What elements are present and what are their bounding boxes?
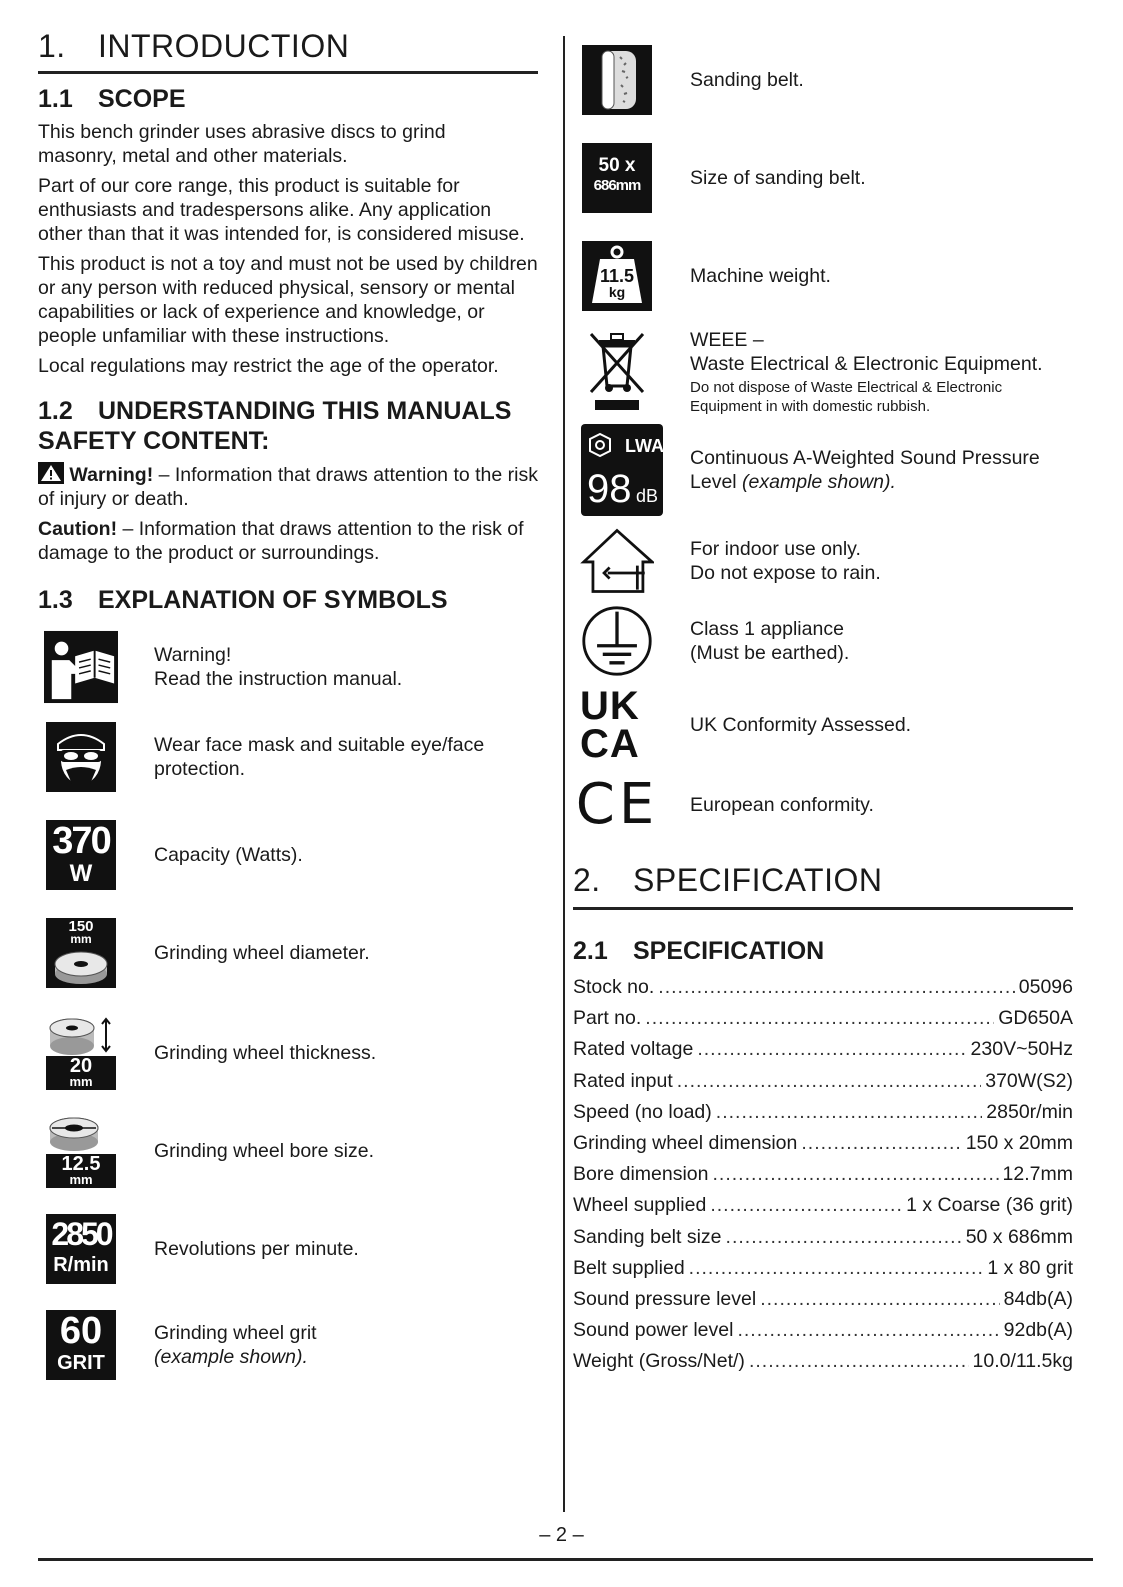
symbol-row-capacity [44, 818, 303, 892]
symbol-label-line: Size of sanding belt. [690, 167, 866, 189]
symbol-label-line: For indoor use only. [690, 538, 861, 560]
tile-unit: R/min [53, 1254, 109, 1276]
section-2-number: 2. [573, 862, 601, 898]
spec-leader [713, 1159, 999, 1190]
spec-table [573, 972, 1073, 1378]
tile-unit: GRIT [57, 1352, 105, 1374]
spec-value: 92db(A) [1003, 1319, 1073, 1342]
indoor-use-icon [580, 524, 654, 598]
symbol-label [690, 68, 804, 92]
spec-value: 12.7mm [1002, 1163, 1073, 1186]
tile-unit: kg [608, 284, 626, 300]
spec-label: Sanding belt size [573, 1225, 722, 1248]
spec-label: Weight (Gross/Net/) [573, 1350, 745, 1373]
symbols-number: 1.3 [38, 586, 73, 614]
section-2-heading [573, 862, 1073, 910]
symbol-row-grit [44, 1308, 317, 1382]
symbol-label-line: UK Conformity Assessed. [690, 714, 912, 736]
wheel-thickness-icon [44, 1016, 118, 1090]
symbol-row-wheel-thickness [44, 1016, 376, 1090]
spec-leader [726, 1222, 962, 1253]
tile-value: 50 x [598, 155, 636, 176]
belt-size-icon [580, 141, 654, 215]
symbol-row-wheel-diameter [44, 916, 370, 990]
tile-unit: mm [69, 1074, 93, 1089]
symbol-label-line: protection. [154, 758, 246, 780]
symbol-label-line: Waste Electrical & Electronic Equipment. [690, 353, 1043, 375]
spec-value: 370W(S2) [985, 1069, 1073, 1092]
symbol-row-weee [580, 328, 1043, 416]
spec-leader [760, 1284, 999, 1315]
symbol-label-line [690, 470, 1040, 494]
spec-row [573, 1190, 1073, 1221]
spec-row [573, 1222, 1073, 1253]
spec-value: 50 x 686mm [965, 1225, 1073, 1248]
symbol-row-wheel-bore [44, 1114, 374, 1188]
spec-leader [689, 1253, 984, 1284]
scope-number: 1.1 [38, 85, 73, 113]
spec-value: 84db(A) [1003, 1288, 1073, 1311]
page-number: – 2 – [539, 1524, 584, 1546]
symbol-label [690, 446, 1040, 494]
symbol-label-line: Revolutions per minute. [154, 1238, 359, 1260]
warning-text: – Information that draws attention to the risk of injury or death. [38, 464, 538, 510]
spec-row [573, 1315, 1073, 1346]
tile-unit: mm [69, 1172, 93, 1187]
sound-level-icon [580, 424, 664, 516]
symbol-label-line: European conformity. [690, 794, 874, 816]
warning-label: Warning! [69, 464, 154, 486]
symbol-label-line: WEEE – [690, 329, 764, 351]
spec-value: 1 x Coarse (36 grit) [906, 1194, 1073, 1217]
symbol-row-sound-level [580, 424, 1040, 516]
symbol-label-line: Warning! [154, 644, 232, 666]
symbol-label-line: (Must be earthed). [690, 642, 850, 664]
spec-row [573, 1284, 1073, 1315]
ce-icon [575, 772, 659, 838]
symbol-label-line: Grinding wheel diameter. [154, 942, 370, 964]
symbols-title: EXPLANATION OF SYMBOLS [98, 586, 448, 614]
symbol-row-sanding-belt [580, 43, 804, 117]
spec-row [573, 1346, 1073, 1377]
tile-label: LWA [625, 436, 664, 456]
symbol-row-ce [575, 772, 874, 838]
scope-paragraph: Local regulations may restrict the age of the operator. [38, 355, 499, 377]
tile-value: 2850 [51, 1216, 111, 1252]
symbol-label-text: Level [690, 471, 743, 493]
face-mask-icon [44, 720, 118, 794]
spec-label: Speed (no load) [573, 1100, 712, 1123]
tile-value: 98 [587, 467, 632, 511]
symbol-label-line: (example shown). [154, 1346, 308, 1368]
spec-label: Stock no. [573, 976, 655, 998]
symbol-label-line: Machine weight. [690, 265, 831, 287]
spec-value: GD650A [998, 1007, 1073, 1030]
caution-text: – Information that draws attention to the risk of damage to the product or surroundings. [38, 518, 524, 564]
understanding-title: UNDERSTANDING THIS MANUALS SAFETY CONTENT: [38, 397, 512, 455]
capacity-icon [44, 818, 118, 892]
weight-icon [580, 239, 654, 313]
spec-label: Wheel supplied [573, 1194, 707, 1217]
symbol-row-belt-size [580, 141, 866, 215]
spec-sub-title: SPECIFICATION [633, 937, 825, 965]
spec-row [573, 1159, 1073, 1190]
section-2-title: SPECIFICATION [633, 862, 883, 898]
spec-label: Rated voltage [573, 1038, 694, 1061]
spec-label: Rated input [573, 1069, 673, 1092]
spec-subheading [573, 936, 1073, 966]
caution-label: Caution! [38, 518, 118, 540]
spec-value: 1 x 80 grit [987, 1256, 1073, 1279]
symbol-label [154, 1321, 317, 1369]
symbol-row-weight [580, 239, 831, 313]
earth-icon [580, 604, 654, 678]
spec-leader [749, 1346, 969, 1377]
footer-rule [38, 1558, 1093, 1561]
symbol-row-face-mask [44, 720, 484, 794]
symbol-label-line: Do not expose to rain. [690, 562, 881, 584]
read-manual-icon [44, 630, 118, 704]
symbol-label [154, 1237, 359, 1261]
symbol-label [690, 713, 911, 737]
tile-value: 370 [52, 820, 110, 862]
tile-value: 12.5 [61, 1153, 101, 1175]
spec-leader [697, 1034, 966, 1065]
spec-label: Sound pressure level [573, 1288, 757, 1311]
symbol-label-line: Capacity (Watts). [154, 844, 303, 866]
spec-row [573, 972, 1073, 1003]
symbol-row-read-manual [44, 630, 402, 704]
spec-leader [710, 1190, 902, 1221]
tile-unit: dB [635, 486, 658, 506]
spec-label: Belt supplied [573, 1256, 685, 1279]
specification-section [573, 862, 1073, 1378]
section-1-title: INTRODUCTION [98, 28, 350, 64]
spec-leader [677, 1066, 981, 1097]
spec-value: 2850r/min [986, 1100, 1073, 1123]
symbol-label [690, 793, 874, 817]
column-divider [563, 36, 565, 1512]
sanding-belt-icon [580, 43, 654, 117]
wheel-bore-icon [44, 1114, 118, 1188]
symbol-label-line: Grinding wheel thickness. [154, 1042, 377, 1064]
spec-sub-number: 2.1 [573, 937, 608, 965]
scope-title: SCOPE [98, 85, 186, 113]
ukca-icon [580, 684, 654, 766]
spec-leader [716, 1097, 983, 1128]
symbol-label [154, 843, 303, 867]
spec-label: Bore dimension [573, 1163, 709, 1186]
spec-leader [658, 972, 1014, 1003]
symbol-label [690, 166, 866, 190]
tile-value: 60 [59, 1310, 103, 1352]
spec-leader [801, 1128, 961, 1159]
scope-paragraph: This bench grinder uses abrasive discs to grind masonry, metal and other materials. [38, 121, 446, 167]
symbol-label [154, 643, 402, 691]
symbol-row-earth [580, 604, 849, 678]
wheel-diameter-icon [44, 916, 118, 990]
tile-value: 150 [68, 918, 94, 935]
symbol-row-rpm [44, 1212, 359, 1286]
tile-value: 20 [69, 1055, 93, 1077]
symbol-label-line: Continuous A-Weighted Sound Pressure [690, 447, 1040, 469]
ce-mark: CE [575, 772, 659, 837]
spec-label: Part no. [573, 1007, 642, 1030]
spec-row [573, 1034, 1073, 1065]
spec-row [573, 1097, 1073, 1128]
symbol-label-line: Sanding belt. [690, 69, 804, 91]
symbol-label [690, 264, 831, 288]
section-1-number: 1. [38, 28, 66, 64]
symbol-note: Do not dispose of Waste Electrical & Electronic Equipment in with domestic rubbish. [690, 379, 1003, 415]
spec-row [573, 1066, 1073, 1097]
symbol-label [154, 1139, 374, 1163]
spec-value: 05096 [1018, 976, 1073, 998]
spec-leader [737, 1315, 999, 1346]
spec-row [573, 1128, 1073, 1159]
spec-row [573, 1253, 1073, 1284]
symbol-label [154, 733, 484, 781]
tile-value: 11.5 [599, 266, 635, 286]
symbol-label [154, 1041, 376, 1065]
ukca-mark-top: UK [580, 684, 640, 728]
spec-row [573, 1003, 1073, 1034]
tile-unit: 686mm [593, 177, 641, 194]
scope-paragraph: This product is not a toy and must not be used by children or any person with reduced physical, sensory or mental capabilities or lack of experience and knowledge, or people unfamiliar with these instructions. [38, 253, 538, 347]
symbol-label-line: Grinding wheel grit [154, 1322, 317, 1344]
spec-value: 230V~50Hz [970, 1038, 1073, 1061]
symbol-label-line: Class 1 appliance [690, 618, 844, 640]
symbol-label [154, 941, 370, 965]
symbol-label [690, 537, 881, 585]
tile-unit: mm [70, 932, 92, 946]
left-symbol-list [44, 0, 544, 1587]
spec-label: Grinding wheel dimension [573, 1132, 798, 1155]
symbol-row-indoor-use [580, 524, 881, 598]
symbol-row-ukca [580, 684, 911, 766]
understanding-number: 1.2 [38, 397, 73, 425]
symbol-label-italic: (example shown). [742, 471, 896, 493]
symbol-label-line: Read the instruction manual. [154, 668, 403, 690]
ukca-mark-bottom: CA [580, 722, 640, 766]
spec-leader [645, 1003, 994, 1034]
scope-paragraph: Part of our core range, this product is suitable for enthusiasts and tradespersons alike. Any application other than that it was intended for, is considered misuse. [38, 175, 525, 245]
tile-unit: W [69, 860, 93, 887]
spec-label: Sound power level [573, 1319, 734, 1342]
symbol-label-line: Wear face mask and suitable eye/face [154, 734, 485, 756]
right-symbol-list [573, 0, 1100, 1587]
weee-icon [580, 328, 654, 416]
spec-value: 150 x 20mm [965, 1132, 1073, 1155]
rpm-icon [44, 1212, 118, 1286]
symbol-label-line: Grinding wheel bore size. [154, 1140, 375, 1162]
symbol-label [690, 617, 849, 665]
spec-value: 10.0/11.5kg [972, 1350, 1073, 1373]
grit-icon [44, 1308, 118, 1382]
symbol-label [690, 328, 1043, 416]
